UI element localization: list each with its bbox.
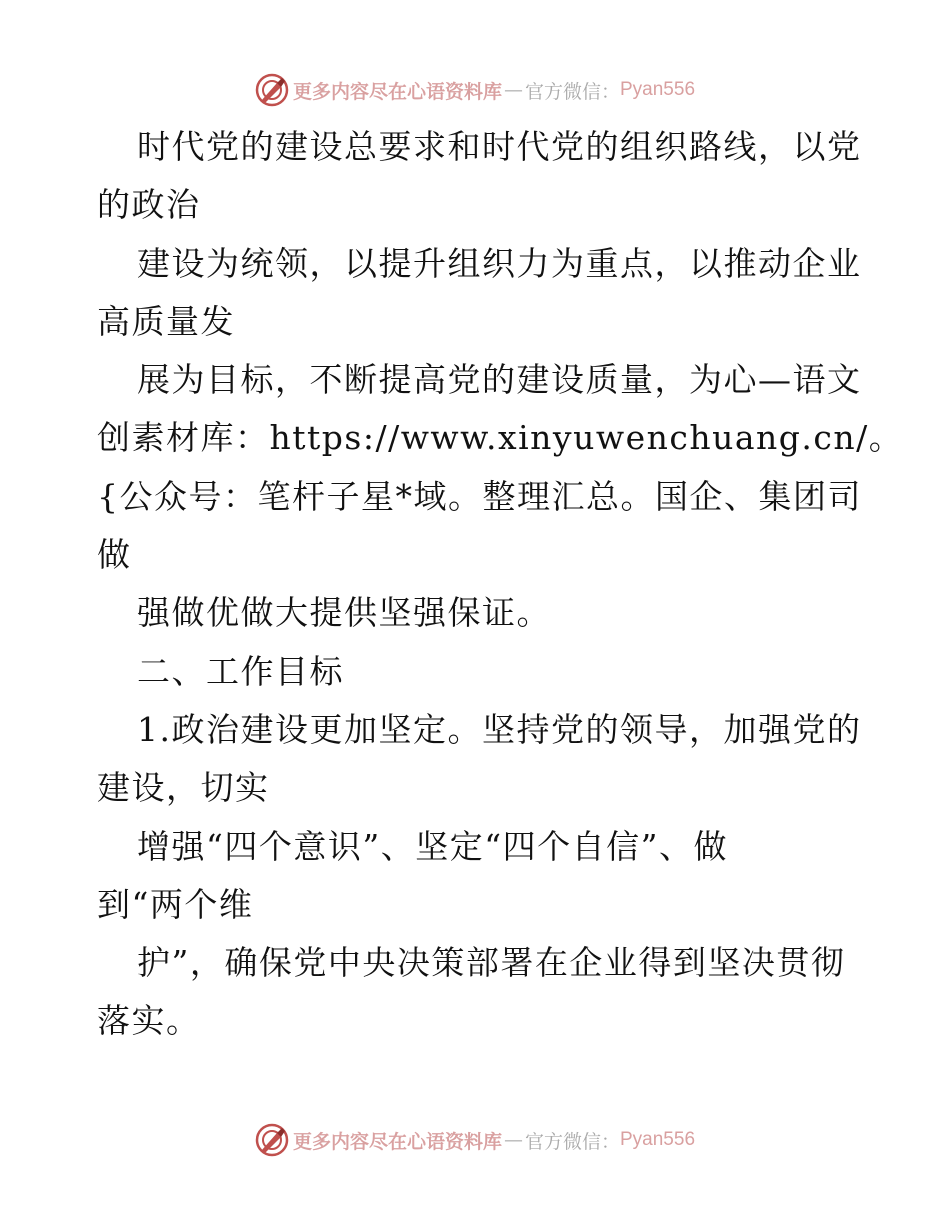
watermark-dash: —: [503, 1129, 523, 1151]
watermark-brand-text: 更多内容尽在心语资料库: [292, 1130, 502, 1153]
body-line: 落实。: [97, 1001, 201, 1041]
body-line: 展为目标，不断提高党的建设质量，为心—语文: [137, 360, 862, 400]
watermark-dash: —: [503, 79, 523, 101]
watermark-brand-text: 更多内容尽在心语资料库: [292, 80, 502, 103]
section-heading: 二、工作目标: [137, 651, 344, 691]
body-line: 高质量发: [97, 301, 235, 341]
header-watermark: [0, 70, 950, 110]
body-line: 创素材库：https://www.xinyuwenchuang.cn/。: [97, 418, 904, 458]
watermark-wechat-id: Pyan556: [620, 1129, 696, 1150]
body-line: 到“两个维: [97, 884, 254, 924]
watermark-label: 官方微信：: [524, 80, 620, 103]
pen-logo-icon: [255, 1123, 289, 1157]
body-line: 强做优做大提供坚强保证。: [137, 593, 551, 633]
body-line: 做: [97, 535, 132, 575]
footer-watermark: [0, 1120, 950, 1160]
watermark-label: 官方微信：: [524, 1130, 620, 1153]
pen-logo-icon: [255, 73, 289, 107]
body-line: 建设，切实: [97, 768, 270, 808]
body-line: 护”，确保党中央决策部署在企业得到坚决贯彻: [137, 943, 846, 983]
body-line: 时代党的建设总要求和时代党的组织路线，以党: [137, 127, 862, 166]
watermark-wechat-id: Pyan556: [620, 79, 696, 100]
body-line: 增强“四个意识”、坚定“四个自信”、做: [137, 826, 728, 866]
body-line: {公众号：笔杆子星*域。整理汇总。国企、集团司: [97, 476, 862, 516]
body-line: 的政治: [97, 185, 201, 225]
body-line: 1.政治建设更加坚定。坚持党的领导，加强党的: [137, 709, 862, 749]
body-line: 建设为统领，以提升组织力为重点，以推动企业: [137, 243, 862, 283]
document-body: [97, 118, 904, 1051]
